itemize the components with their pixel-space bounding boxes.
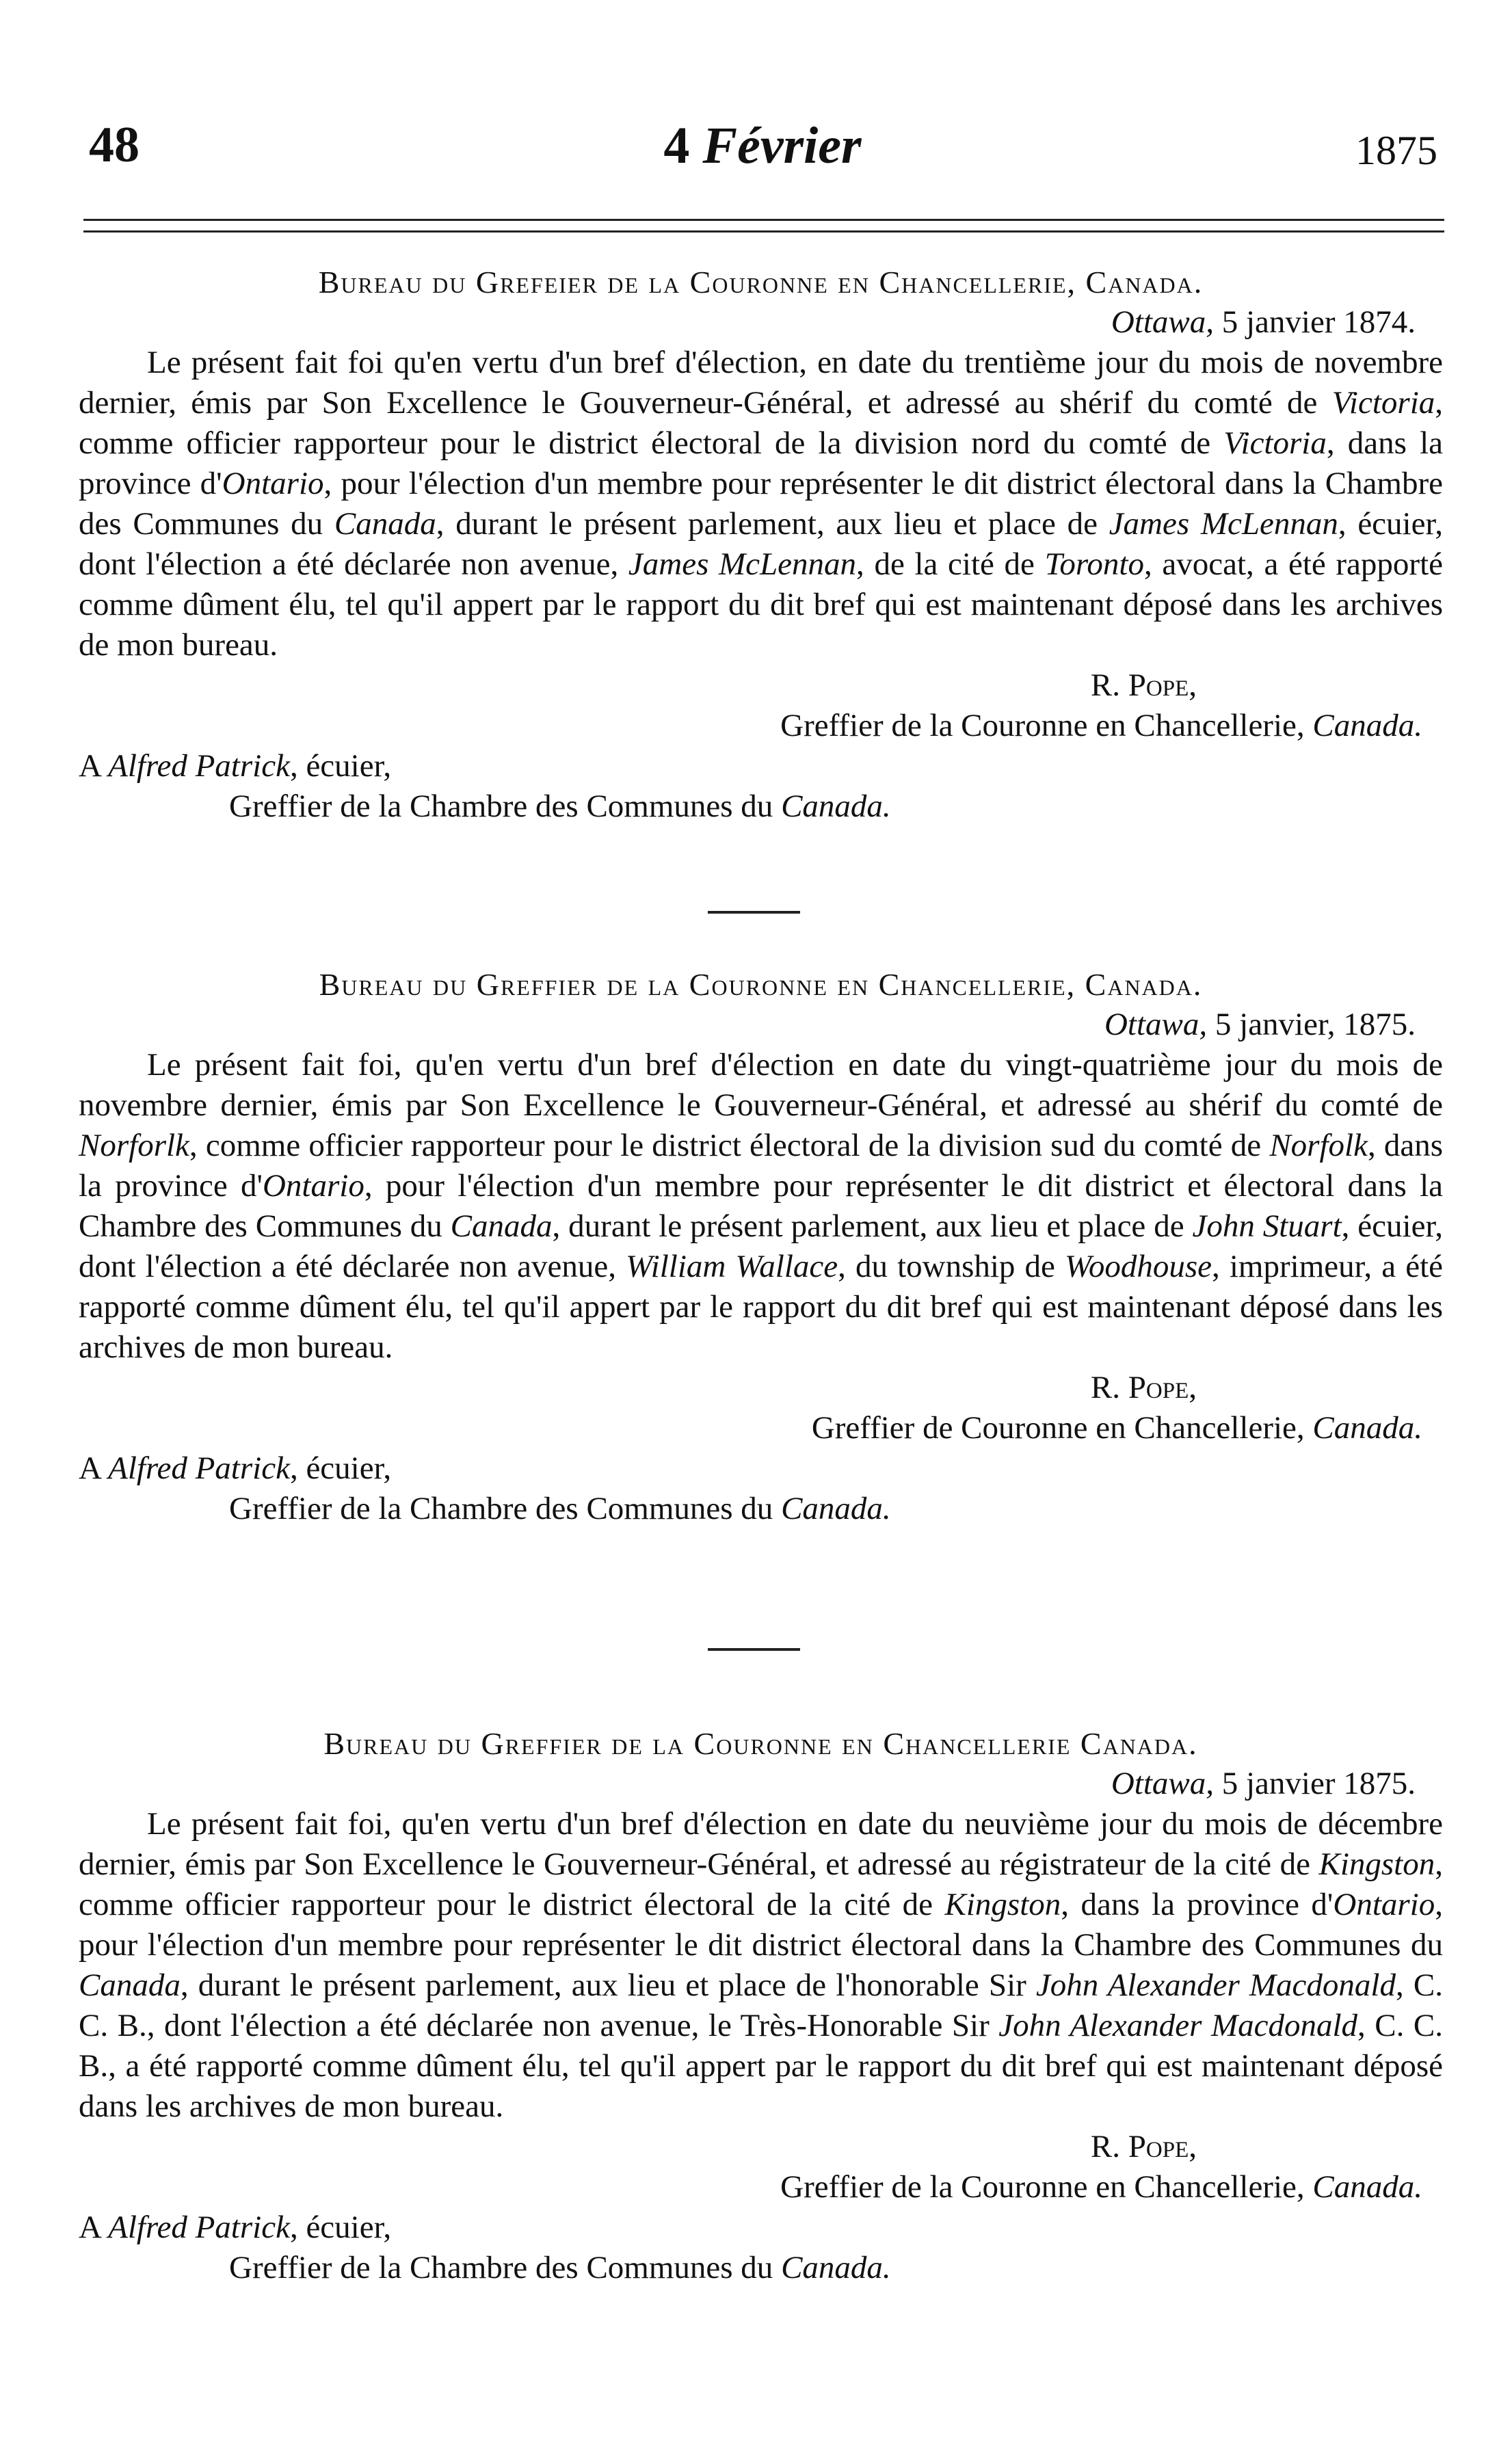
signer-title [79,706,1443,746]
section-separator [708,1648,800,1651]
body-text-run: , comme officier rapporteur pour le district électoral de la division nord du comté de [79,385,1443,461]
addressee-name: Alfred Patrick [108,748,290,784]
signer-title-country: Canada. [1312,708,1422,743]
body-italic-run: Canada [450,1208,553,1244]
dateline-date: 5 janvier 1875. [1214,1766,1416,1801]
signer-title-text: Greffier de Couronne en Chancellerie, [811,1410,1305,1446]
addressee-title-country: Canada. [781,788,891,824]
addressee-title-country: Canada. [781,1491,891,1526]
notice-body [79,343,1443,665]
signer-title-country: Canada. [1312,1410,1422,1446]
body-italic-run: Kingston [944,1887,1061,1922]
body-italic-run: Norfolk [1269,1128,1368,1163]
dateline-date: 5 janvier, 1875. [1207,1007,1416,1042]
body-text-run: , dans la province d' [79,1128,1444,1204]
body-text-run: , pour l'élection d'un membre pour représenter le dit district électoral dans la Chambre des Communes du [79,1887,1443,1963]
signer-title [79,1408,1443,1448]
body-italic-run: Norforlk [79,1128,189,1163]
body-italic-run: John Alexander Macdonald [998,2008,1358,2043]
body-italic-run: Toronto [1044,546,1144,582]
addressee [79,2207,1443,2248]
body-text-run: , durant le présent parlement, aux lieu et place de l'honorable Sir [180,1967,1036,2003]
addressee [79,1448,1443,1489]
notice-1 [79,262,1443,827]
addressee-name: Alfred Patrick [108,1450,290,1486]
body-text-run: , pour l'élection d'un membre pour représenter le dit district et électoral dans la Chambre des Communes du [79,1168,1443,1244]
body-text-run: Le présent fait foi qu'en vertu d'un bref d'élection, en date du trentième jour du mois de novembre dernier, émis par Son Excellence le Gouverneur-Général, et adressé au shérif du comté de [79,345,1443,421]
addressee-title [79,786,1443,827]
notice-2 [79,964,1443,1529]
body-text-run: , avocat, a été rapporté comme dûment élu, tel qu'il appert par le rapport du dit bref qui est maintenant déposé dans les archives de mon bureau. [79,546,1443,663]
office-heading: Bureau du Greffier de la Couronne en Chancellerie Canada. [323,1726,1198,1761]
body-italic-run: Ontario [262,1168,364,1204]
addressee-suffix: , écuier, [289,2210,392,2245]
addressee-name: Alfred Patrick [108,2210,290,2245]
body-italic-run: James McLennan [1109,506,1338,542]
body-text-run: , durant le présent parlement, aux lieu et place de [552,1208,1193,1244]
page-number: 48 [89,117,140,173]
body-italic-run: Kingston [1318,1846,1435,1882]
addressee-prefix: A [79,748,109,784]
notice-body [79,1045,1443,1368]
body-italic-run: Ontario [222,466,324,501]
signer-name: R. Pope, [1090,2129,1197,2164]
addressee-title [79,1489,1443,1529]
addressee-title-text: Greffier de la Chambre des Communes du [229,1491,782,1526]
date-day: 4 [663,117,690,174]
body-italic-run: Canada [79,1967,181,2003]
addressee [79,746,1443,786]
date-heading [82,116,1443,176]
body-italic-run: William Wallace [626,1249,838,1284]
addressee-suffix: , écuier, [289,1450,392,1486]
body-text-run: Le présent fait foi, qu'en vertu d'un bref d'élection en date du vingt-quatrième jour du mois de novembre dernier, émis par Son Excellence le Gouverneur-Général, et adressé au shérif du comté de [79,1047,1443,1123]
signer-title [79,2167,1443,2207]
body-text-run: , pour l'élection d'un membre pour représenter le dit district électoral dans la Chambre des Communes du [79,466,1443,542]
body-text-run: , dans la province d' [79,425,1443,501]
header-double-rule [83,219,1444,233]
body-text-run: , écuier, dont l'élection a été déclarée non avenue, [79,1208,1443,1284]
dateline [79,302,1443,343]
body-text-run: , comme officier rapporteur pour le district électoral de la division sud du comté de [189,1128,1270,1163]
dateline [79,1764,1443,1804]
signer-title-text: Greffier de la Couronne en Chancellerie, [780,708,1305,743]
body-text-run: , du township de [838,1249,1065,1284]
body-italic-run: Canada [334,506,436,542]
addressee-suffix: , écuier, [289,748,392,784]
signer-name: R. Pope, [1090,667,1197,703]
body-italic-run: Victoria [1223,425,1327,461]
signer-name: R. Pope, [1090,1370,1197,1405]
body-text-run: , écuier, dont l'élection a été déclarée non avenue, [79,506,1443,582]
notice-body [79,1804,1443,2127]
section-separator [708,911,800,914]
body-italic-run: James McLennan [628,546,857,582]
body-italic-run: Woodhouse [1065,1249,1212,1284]
running-head [82,103,1443,185]
date-month: Février [702,117,862,174]
office-heading: Bureau du Greffier de la Couronne en Chancellerie, Canada. [319,967,1203,1002]
addressee-prefix: A [79,1450,109,1486]
body-text-run: , dans la province d' [1061,1887,1334,1922]
signer-title-text: Greffier de la Couronne en Chancellerie, [780,2169,1305,2205]
addressee-title-text: Greffier de la Chambre des Communes du [229,2250,782,2285]
dateline [79,1005,1443,1045]
addressee-title-text: Greffier de la Chambre des Communes du [229,788,782,824]
body-text-run: Le présent fait foi, qu'en vertu d'un bref d'élection en date du neuvième jour du mois de décembre dernier, émis par Son Excellence le Gouverneur-Général, et adressé au régistrateur de la cité de [79,1806,1443,1882]
signer-title-country: Canada. [1312,2169,1422,2205]
addressee-title [79,2248,1443,2288]
body-italic-run: John Stuart [1192,1208,1342,1244]
body-text-run: , C. C. B., dont l'élection a été déclarée non avenue, le Très-Honorable Sir [79,1967,1443,2043]
body-text-run: , durant le présent parlement, aux lieu et place de [436,506,1109,542]
dateline-place: Ottawa, [1111,1766,1214,1801]
body-text-run: , comme officier rapporteur pour le district électoral de la cité de [79,1846,1443,1922]
body-text-run: , de la cité de [856,546,1045,582]
body-italic-run: Victoria [1331,385,1435,421]
addressee-prefix: A [79,2210,109,2245]
notice-3 [79,1723,1443,2288]
dateline-place: Ottawa, [1111,304,1214,340]
year: 1875 [1355,128,1437,173]
body-italic-run: Ontario [1333,1887,1435,1922]
body-text-run: , C. C. B., a été rapporté comme dûment élu, tel qu'il appert par le rapport du dit bref qui est maintenant déposé dans les archives de mon bureau. [79,2008,1444,2124]
addressee-title-country: Canada. [781,2250,891,2285]
office-heading: Bureau du Grefeier de la Couronne en Chancellerie, Canada. [318,265,1204,300]
body-italic-run: John Alexander Macdonald [1035,1967,1396,2003]
dateline-date: 5 janvier 1874. [1214,304,1416,340]
body-text-run: , imprimeur, a été rapporté comme dûment élu, tel qu'il appert par le rapport du dit bref qui est maintenant déposé dans les archives de mon bureau. [79,1249,1443,1365]
dateline-place: Ottawa, [1104,1007,1208,1042]
